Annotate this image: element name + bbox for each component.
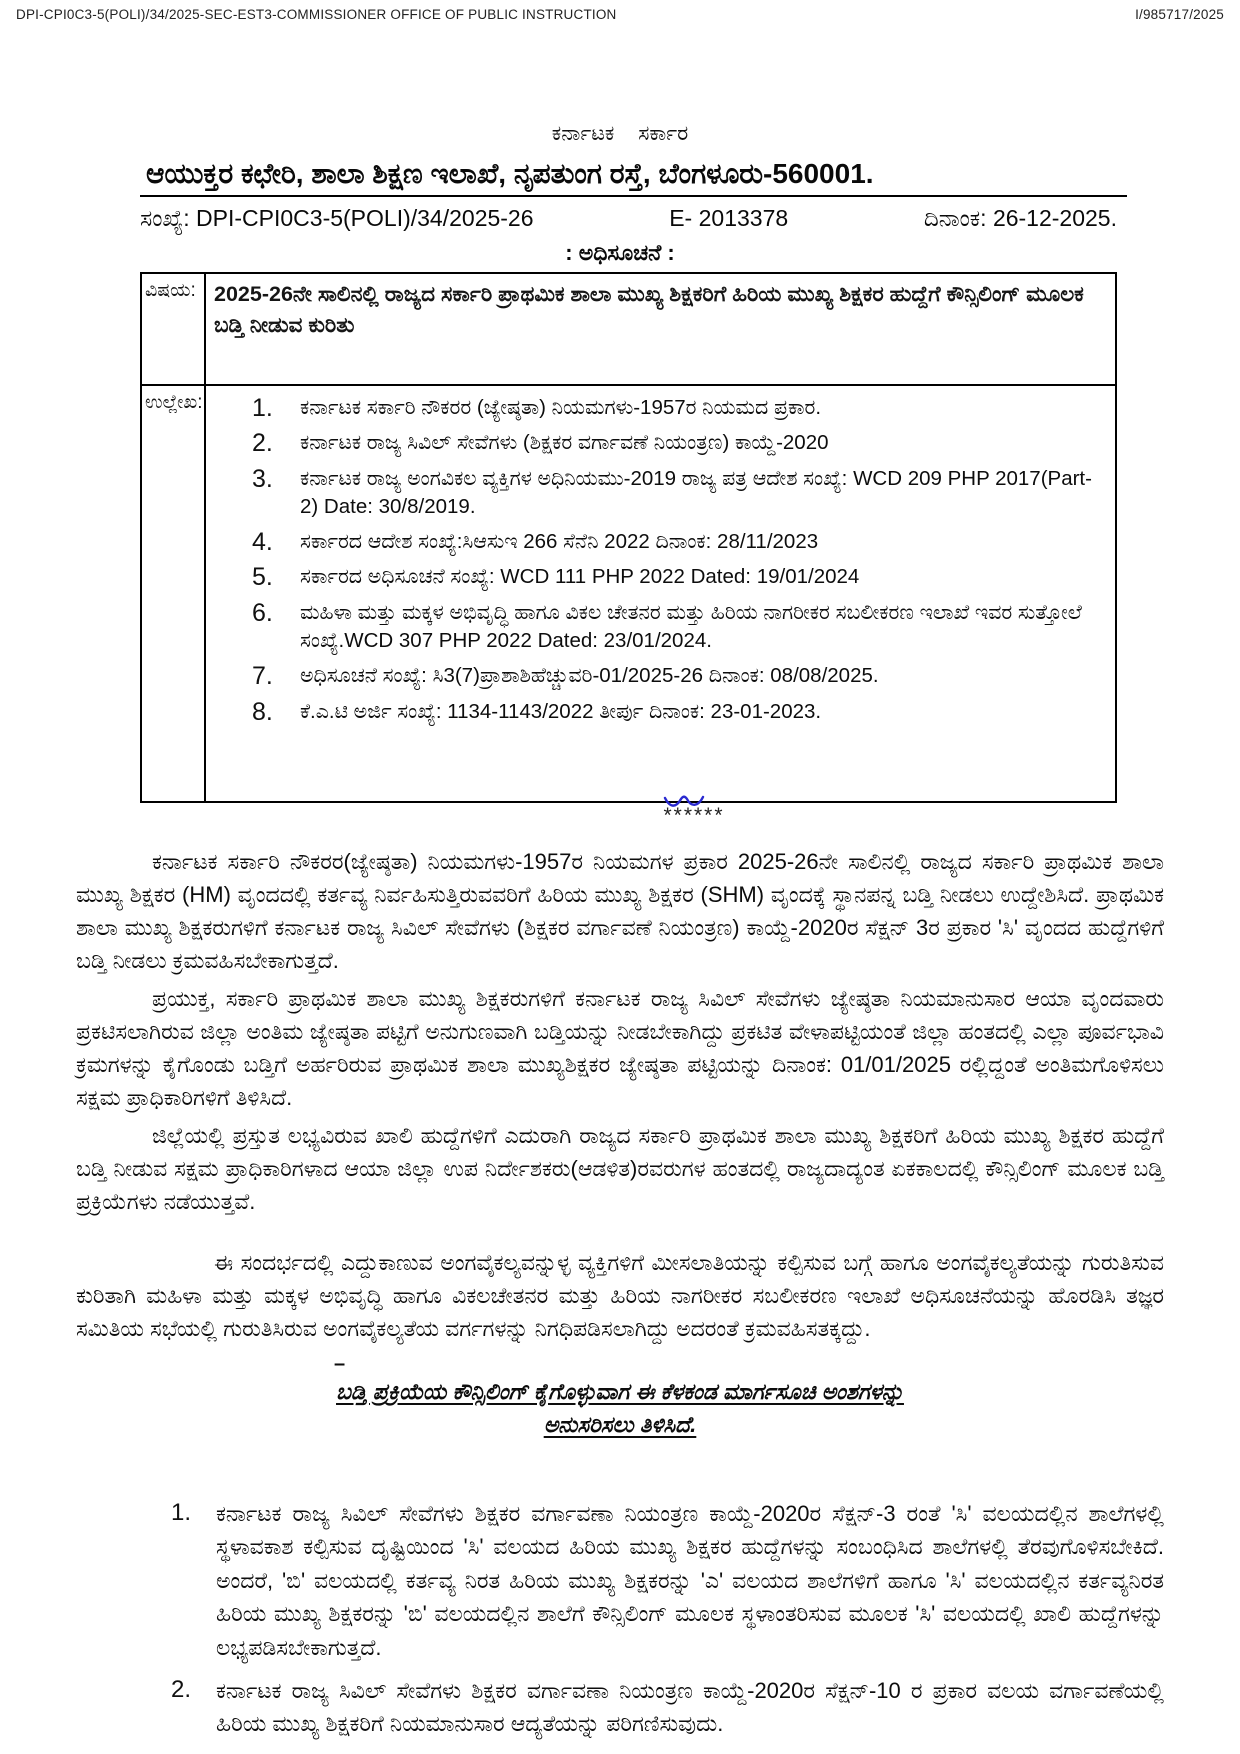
guidelines-heading-line2: ಅನುಸರಿಸಲು ತಿಳಿಸಿದೆ. bbox=[543, 1411, 697, 1437]
e-number: E- 2013378 bbox=[669, 205, 789, 231]
guidelines-heading bbox=[76, 1352, 1164, 1441]
notification-heading: : ಅಧಿಸೂಚನೆ : bbox=[565, 240, 675, 265]
stray-dash-mark: – bbox=[334, 1352, 346, 1375]
reference-item: ಕೆ.ಎ.ಟಿ ಅರ್ಜಿ ಸಂಖ್ಯೆ: 1134-1143/2022 ತೀರ್ಪು ದಿನಾಂಕ: 23-01-2023. bbox=[300, 699, 822, 723]
reference-item: ಸರ್ಕಾರದ ಆದೇಶ ಸಂಖ್ಯೆ:ಸಿಆಸುಇ 266 ಸೆನೆನಿ 2022 ದಿನಾಂಕ: 28/11/2023 bbox=[300, 530, 819, 554]
references-list bbox=[250, 394, 1105, 726]
subject-reference-table bbox=[140, 272, 1117, 803]
office-address-line: ಆಯುಕ್ತರ ಕಛೇರಿ, ಶಾಲಾ ಶಿಕ್ಷಣ ಇಲಾಖೆ, ನೃಪತುಂಗ ರಸ್ತೆ, ಬೆಂಗಳೂರು-560001. bbox=[140, 156, 1127, 197]
body-paragraph: ಕರ್ನಾಟಕ ಸರ್ಕಾರಿ ನೌಕರರ(ಜ್ಯೇಷ್ಠತಾ) ನಿಯಮಗಳು-1957ರ ನಿಯಮಗಳ ಪ್ರಕಾರ 2025-26ನೇ ಸಾಲಿನಲ್ಲಿ ರಾಜ್ಯದ ಸರ್ಕಾರಿ ಪ್ರಾಥಮಿಕ ಶಾಲಾ ಮುಖ್ಯ ಶಿಕ್ಷಕರ (HM) ವೃಂದದಲ್ಲಿ ಕರ್ತವ್ಯ ನಿರ್ವಹಿಸುತ್ತಿರುವವರಿಗೆ ಹಿರಿಯ ಮುಖ್ಯ ಶಿಕ್ಷಕರ (SHM) ವೃಂದಕ್ಕೆ ಸ್ಥಾನಪನ್ನ ಬಡ್ತಿ ನೀಡಲು ಉದ್ದೇಶಿಸಿದೆ. ಪ್ರಾಥಮಿಕ ಶಾಲಾ ಮುಖ್ಯ ಶಿಕ್ಷಕರುಗಳಿಗೆ ಕರ್ನಾಟಕ ರಾಜ್ಯ ಸಿವಿಲ್ ಸೇವೆಗಳು (ಶಿಕ್ಷಕರ ವರ್ಗಾವಣೆ ನಿಯಂತ್ರಣ) ಕಾಯ್ದೆ-2020ರ ಸೆಕ್ಷನ್ 3ರ ಪ್ರಕಾರ 'ಸಿ' ವೃಂದದ ಹುದ್ದೆಗಳಿಗೆ ಬಡ್ತಿ ನೀಡಲು ಕ್ರಮವಹಿಸಬೇಕಾಗುತ್ತದೆ. bbox=[76, 848, 1164, 973]
references-label: ಉಲ್ಲೇಖ: bbox=[141, 385, 205, 802]
reference-item: ಕರ್ನಾಟಕ ರಾಜ್ಯ ಸಿವಿಲ್ ಸೇವೆಗಳು (ಶಿಕ್ಷಕರ ವರ್ಗಾವಣೆ ನಿಯಂತ್ರಣ) ಕಾಯ್ದೆ-2020 bbox=[300, 431, 829, 455]
letter-number: ಸಂಖ್ಯೆ: DPI-CPI0C3-5(POLI)/34/2025-26 bbox=[140, 205, 534, 231]
reference-date-line bbox=[140, 205, 1117, 232]
guidelines-heading-line1: ಬಡ್ತಿ ಪ್ರಕ್ರಿಯೆಯ ಕೌನ್ಸಿಲಿಂಗ್ ಕೈಗೊಳ್ಳುವಾಗ ಈ ಕೆಳಕಂಡ ಮಾರ್ಗಸೂಚಿ ಅಂಶಗಳನ್ನು bbox=[336, 1378, 904, 1404]
body-paragraph: ಜಿಲ್ಲೆಯಲ್ಲಿ ಪ್ರಸ್ತುತ ಲಭ್ಯವಿರುವ ಖಾಲಿ ಹುದ್ದೆಗಳಿಗೆ ಎದುರಾಗಿ ರಾಜ್ಯದ ಸರ್ಕಾರಿ ಪ್ರಾಥಮಿಕ ಶಾಲಾ ಮುಖ್ಯ ಶಿಕ್ಷಕರಿಗೆ ಹಿರಿಯ ಮುಖ್ಯ ಶಿಕ್ಷಕರ ಹುದ್ದೆಗೆ ಬಡ್ತಿ ನೀಡುವ ಸಕ್ಷಮ ಪ್ರಾಧಿಕಾರಿಗಳಾದ ಆಯಾ ಜಿಲ್ಲಾ ಉಪ ನಿರ್ದೇಶಕರು(ಆಡಳಿತ)ರವರುಗಳ ಹಂತದಲ್ಲಿ ರಾಜ್ಯದಾದ್ಯಂತ ಏಕಕಾಲದಲ್ಲಿ ಕೌನ್ಸಿಲಿಂಗ್ ಮೂಲಕ ಬಡ್ತಿ ಪ್ರಕ್ರಿಯೆಗಳು ನಡೆಯುತ್ತವೆ. bbox=[76, 1122, 1164, 1214]
reference-item: ಕರ್ನಾಟಕ ಸರ್ಕಾರಿ ನೌಕರರ (ಜ್ಯೇಷ್ಠತಾ) ನಿಯಮಗಳು-1957ರ ನಿಯಮದ ಪ್ರಕಾರ. bbox=[300, 396, 822, 420]
body-paragraph: ಈ ಸಂದರ್ಭದಲ್ಲಿ ಎದ್ದುಕಾಣುವ ಅಂಗವೈಕಲ್ಯವನ್ನುಳ್ಳ ವ್ಯಕ್ತಿಗಳಿಗೆ ಮೀಸಲಾತಿಯನ್ನು ಕಲ್ಪಿಸುವ ಬಗ್ಗೆ ಹಾಗೂ ಅಂಗವೈಕಲ್ಯತೆಯನ್ನು ಗುರುತಿಸುವ ಕುರಿತಾಗಿ ಮಹಿಳಾ ಮತ್ತು ಮಕ್ಕಳ ಅಭಿವೃದ್ಧಿ ಹಾಗೂ ವಿಕಲಚೇತನರ ಮತ್ತು ಹಿರಿಯ ನಾಗರೀಕರ ಸಬಲೀಕರಣ ಇಲಾಖೆ ಅಧಿಸೂಚನೆಯನ್ನು ಹೊರಡಿಸಿ ತಜ್ಞರ ಸಮಿತಿಯ ಸಭೆಯಲ್ಲಿ ಗುರುತಿಸಿರುವ ಅಂಗವೈಕಲ್ಯತೆಯ ವರ್ಗಗಳನ್ನು ನಿಗಧಿಪಡಿಸಲಾಗಿದ್ದು ಅದರಂತೆ ಕ್ರಮವಹಿಸತಕ್ಕದ್ದು. bbox=[76, 1249, 1164, 1341]
references-row bbox=[141, 385, 1116, 802]
references-cell bbox=[205, 385, 1116, 802]
reference-item: ಅಧಿಸೂಚನೆ ಸಂಖ್ಯೆ: ಸಿ3(7)ಪ್ರಾಶಾಶಿಹೆಚ್ಚುವರಿ-01/2025-26 ದಿನಾಂಕ: 08/08/2025. bbox=[300, 664, 879, 688]
reference-item: ಸರ್ಕಾರದ ಅಧಿಸೂಚನೆ ಸಂಖ್ಯೆ: WCD 111 PHP 2022 Dated: 19/01/2024 bbox=[300, 565, 860, 589]
subject-row bbox=[141, 273, 1116, 385]
scan-header bbox=[0, 0, 1240, 22]
subject-label: ವಿಷಯ: bbox=[141, 273, 205, 385]
notification-body bbox=[76, 845, 1164, 1741]
reference-item: ಕರ್ನಾಟಕ ರಾಜ್ಯ ಅಂಗವಿಕಲ ವ್ಯಕ್ತಿಗಳ ಅಧಿನಿಯಮು-2019 ರಾಜ್ಯ ಪತ್ರ ಆದೇಶ ಸಂಖ್ಯೆ: WCD 209 PHP 2017(Part-2) Date: 30/8/2019. bbox=[300, 466, 1092, 518]
body-paragraph: ಪ್ರಯುಕ್ತ, ಸರ್ಕಾರಿ ಪ್ರಾಥಮಿಕ ಶಾಲಾ ಮುಖ್ಯ ಶಿಕ್ಷಕರುಗಳಿಗೆ ಕರ್ನಾಟಕ ರಾಜ್ಯ ಸಿವಿಲ್ ಸೇವೆಗಳು ಜ್ಯೇಷ್ಠತಾ ನಿಯಮಾನುಸಾರ ಆಯಾ ವೃಂದವಾರು ಪ್ರಕಟಿಸಲಾಗಿರುವ ಜಿಲ್ಲಾ ಅಂತಿಮ ಜ್ಯೇಷ್ಠತಾ ಪಟ್ಟಿಗೆ ಅನುಗುಣವಾಗಿ ಬಡ್ತಿಯನ್ನು ನೀಡಬೇಕಾಗಿದ್ದು ಪ್ರಕಟಿತ ವೇಳಾಪಟ್ಟಿಯಂತೆ ಜಿಲ್ಲಾ ಹಂತದಲ್ಲಿ ಎಲ್ಲಾ ಪೂರ್ವಭಾವಿ ಕ್ರಮಗಳನ್ನು ಕೈಗೊಂಡು ಬಡ್ತಿಗೆ ಅರ್ಹರಿರುವ ಪ್ರಾಥಮಿಕ ಶಾಲಾ ಮುಖ್ಯಶಿಕ್ಷಕರ ಜ್ಯೇಷ್ಠತಾ ಪಟ್ಟಿಯನ್ನು ದಿನಾಂಕ: 01/01/2025 ರಲ್ಲಿದ್ದಂತೆ ಅಂತಿಮಗೊಳಿಸಲು ಸಕ್ಷಮ ಪ್ರಾಧಿಕಾರಿಗಳಿಗೆ ತಿಳಿಸಿದೆ. bbox=[76, 985, 1164, 1110]
scan-id: I/985717/2025 bbox=[1135, 7, 1224, 22]
guideline-item: ಕರ್ನಾಟಕ ರಾಜ್ಯ ಸಿವಿಲ್ ಸೇವೆಗಳು ಶಿಕ್ಷಕರ ವರ್ಗಾವಣಾ ನಿಯಂತ್ರಣ ಕಾಯ್ದೆ-2020ರ ಸೆಕ್ಷನ್-10 ರ ಪ್ರಕಾರ ವಲಯ ವರ್ಗಾವಣೆಯಲ್ಲಿ ಹಿರಿಯ ಮುಖ್ಯ ಶಿಕ್ಷಕರಿಗೆ ನಿಯಮಾನುಸಾರ ಆದ್ಯತೆಯನ್ನು ಪರಿಗಣಿಸುವುದು. bbox=[216, 1678, 1164, 1737]
letter-date: ದಿನಾಂಕ: 26-12-2025. bbox=[923, 205, 1117, 231]
guideline-item: ಕರ್ನಾಟಕ ರಾಜ್ಯ ಸಿವಿಲ್ ಸೇವೆಗಳು ಶಿಕ್ಷಕರ ವರ್ಗಾವಣಾ ನಿಯಂತ್ರಣ ಕಾಯ್ದೆ-2020ರ ಸೆಕ್ಷನ್-3 ರಂತೆ 'ಸಿ' ವಲಯದಲ್ಲಿನ ಶಾಲೆಗಳಲ್ಲಿ ಸ್ಥಳಾವಕಾಶ ಕಲ್ಪಿಸುವ ದೃಷ್ಟಿಯಿಂದ 'ಸಿ' ವಲಯದ ಹಿರಿಯ ಮುಖ್ಯ ಶಿಕ್ಷಕರ ಹುದ್ದೆಗಳನ್ನು ಸಂಬಂಧಿಸಿದ ಶಾಲೆಗಳಲ್ಲಿ ತೆರವುಗೊಳಿಸಬೇಕಿದೆ. ಅಂದರೆ, 'ಬಿ' ವಲಯದಲ್ಲಿ ಕರ್ತವ್ಯ ನಿರತ ಹಿರಿಯ ಮುಖ್ಯ ಶಿಕ್ಷಕರನ್ನು 'ಎ' ವಲಯದ ಶಾಲೆಗಳಿಗೆ ಹಾಗೂ 'ಸಿ' ವಲಯದಲ್ಲಿನ ಕರ್ತವ್ಯನಿರತ ಹಿರಿಯ ಮುಖ್ಯ ಶಿಕ್ಷಕರನ್ನು 'ಬಿ' ವಲಯದಲ್ಲಿನ ಶಾಲೆಗೆ ಕೌನ್ಸಿಲಿಂಗ್ ಮೂಲಕ ಸ್ಥಳಾಂತರಿಸುವ ಮೂಲಕ 'ಸಿ' ವಲಯದಲ್ಲಿ ಖಾಲಿ ಹುದ್ದೆಗಳನ್ನು ಲಭ್ಯಪಡಿಸಬೇಕಾಗುತ್ತದೆ. bbox=[216, 1500, 1164, 1660]
guidelines-list bbox=[76, 1497, 1164, 1741]
file-reference-number: DPI-CPI0C3-5(POLI)/34/2025-SEC-EST3-COMMISSIONER OFFICE OF PUBLIC INSTRUCTION bbox=[16, 7, 617, 22]
separator-zone bbox=[0, 803, 1240, 839]
asterisk-separator: ****** bbox=[663, 803, 725, 827]
reference-item: ಮಹಿಳಾ ಮತ್ತು ಮಕ್ಕಳ ಅಭಿವೃದ್ಧಿ ಹಾಗೂ ವಿಕಲ ಚೇತನರ ಮತ್ತು ಹಿರಿಯ ನಾಗರೀಕರ ಸಬಲೀಕರಣ ಇಲಾಖೆ ಇವರ ಸುತ್ತೋಲೆ ಸಂಖ್ಯೆ.WCD 307 PHP 2022 Dated: 23/01/2024. bbox=[300, 600, 1082, 652]
government-title: ಕರ್ನಾಟಕ ಸರ್ಕಾರ bbox=[551, 122, 689, 145]
subject-text: 2025-26ನೇ ಸಾಲಿನಲ್ಲಿ ರಾಜ್ಯದ ಸರ್ಕಾರಿ ಪ್ರಾಥಮಿಕ ಶಾಲಾ ಮುಖ್ಯ ಶಿಕ್ಷಕರಿಗೆ ಹಿರಿಯ ಮುಖ್ಯ ಶಿಕ್ಷಕರ ಹುದ್ದೆಗೆ ಕೌನ್ಸಿಲಿಂಗ್ ಮೂಲಕ ಬಡ್ತಿ ನೀಡುವ ಕುರಿತು bbox=[205, 273, 1116, 385]
